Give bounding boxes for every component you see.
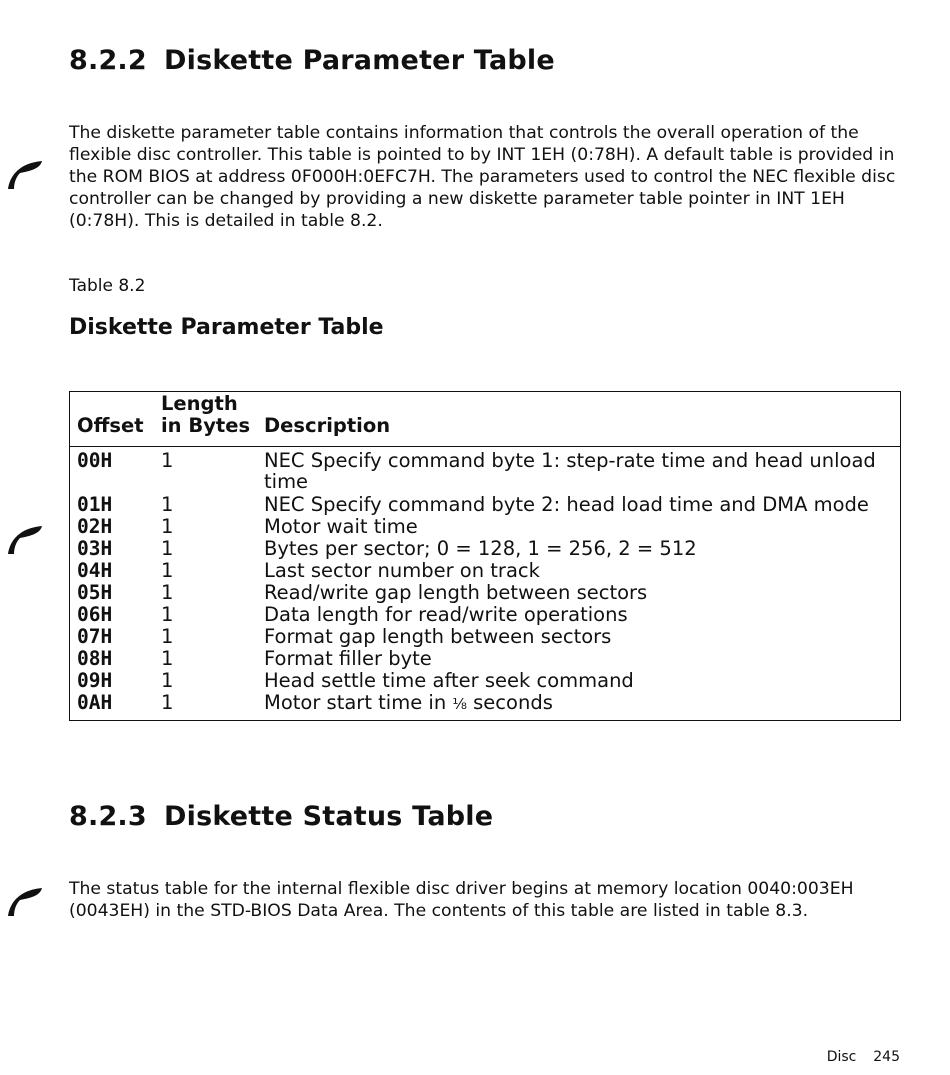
length-cell: 1	[161, 449, 174, 472]
section-title: Diskette Parameter Table	[164, 45, 555, 76]
length-cell: 1	[161, 515, 174, 538]
description-cell: Data length for read/write operations	[264, 603, 628, 626]
length-cell: 1	[161, 647, 174, 670]
length-cell: 1	[161, 625, 174, 648]
length-cell: 1	[161, 493, 174, 516]
description-line: time	[264, 470, 309, 493]
length-cell: 1	[161, 559, 174, 582]
offset-cell: 03H	[77, 537, 113, 560]
length-cell: 1	[161, 581, 174, 604]
offset-cell: 07H	[77, 625, 113, 648]
header-description: Description	[264, 414, 391, 437]
paragraph-line: flexible disc controller. This table is pointed to by INT 1EH (0:78H). A default table is provided in	[69, 145, 895, 165]
header-length	[161, 393, 250, 437]
description-cell: Bytes per sector; 0 = 128, 1 = 256, 2 = 512	[264, 537, 697, 560]
offset-cell: 00H	[77, 449, 113, 472]
parameter-table	[69, 391, 901, 721]
description-cell	[264, 450, 884, 492]
description-cell: Format filler byte	[264, 647, 432, 670]
description-suffix: seconds	[466, 691, 553, 714]
length-cell: 1	[161, 537, 174, 560]
section-paragraph	[69, 122, 899, 232]
offset-cell: 06H	[77, 603, 113, 626]
table-title: Diskette Parameter Table	[69, 315, 384, 340]
paragraph-line: The diskette parameter table contains information that controls the overall operation of the	[69, 123, 859, 143]
offset-cell: 04H	[77, 559, 113, 582]
table-caption: Table 8.2	[69, 276, 146, 296]
paragraph-line: the ROM BIOS at address 0F000H:0EFC7H. The parameters used to control the NEC flexible disc	[69, 167, 896, 187]
section-paragraph	[69, 878, 899, 922]
paragraph-line: (0:78H). This is detailed in table 8.2.	[69, 211, 383, 231]
header-rule	[70, 446, 900, 447]
offset-cell: 0AH	[77, 691, 113, 714]
description-cell: Read/write gap length between sectors	[264, 581, 648, 604]
fraction: ⅛	[452, 695, 467, 713]
margin-blot-3	[6, 884, 44, 918]
paragraph-line: The status table for the internal flexible disc driver begins at memory location 0040:003EH	[69, 879, 854, 899]
description-cell: Last sector number on track	[264, 559, 540, 582]
section-heading	[69, 45, 555, 76]
page-footer	[827, 1049, 900, 1065]
section-number: 8.2.2	[69, 45, 147, 76]
footer-label: Disc	[826, 1049, 857, 1065]
description-line: NEC Specify command byte 1: step-rate time and head unload	[264, 449, 876, 472]
margin-blot-2	[6, 522, 44, 556]
section-heading	[69, 801, 493, 832]
offset-cell: 09H	[77, 669, 113, 692]
header-offset: Offset	[77, 414, 144, 437]
section-number: 8.2.3	[69, 801, 147, 832]
length-cell: 1	[161, 669, 174, 692]
length-cell: 1	[161, 603, 174, 626]
paragraph-line: controller can be changed by providing a new diskette parameter table pointer in INT 1EH	[69, 189, 845, 209]
offset-cell: 01H	[77, 493, 113, 516]
length-cell: 1	[161, 691, 174, 714]
section-title: Diskette Status Table	[164, 801, 494, 832]
description-cell: NEC Specify command byte 2: head load time and DMA mode	[264, 493, 869, 516]
paragraph-line: (0043EH) in the STD-BIOS Data Area. The contents of this table are listed in table 8.3.	[69, 901, 809, 921]
page-number: 245	[873, 1049, 900, 1065]
description-cell: Format gap length between sectors	[264, 625, 612, 648]
margin-blot-1	[6, 157, 44, 191]
offset-cell: 05H	[77, 581, 113, 604]
description-cell: Head settle time after seek command	[264, 669, 634, 692]
offset-cell: 08H	[77, 647, 113, 670]
description-cell: Motor wait time	[264, 515, 418, 538]
offset-cell: 02H	[77, 515, 113, 538]
description-prefix: Motor start time in	[264, 691, 453, 714]
description-cell	[264, 692, 884, 715]
header-length-line2: in Bytes	[161, 414, 251, 437]
header-length-line1: Length	[161, 392, 238, 415]
